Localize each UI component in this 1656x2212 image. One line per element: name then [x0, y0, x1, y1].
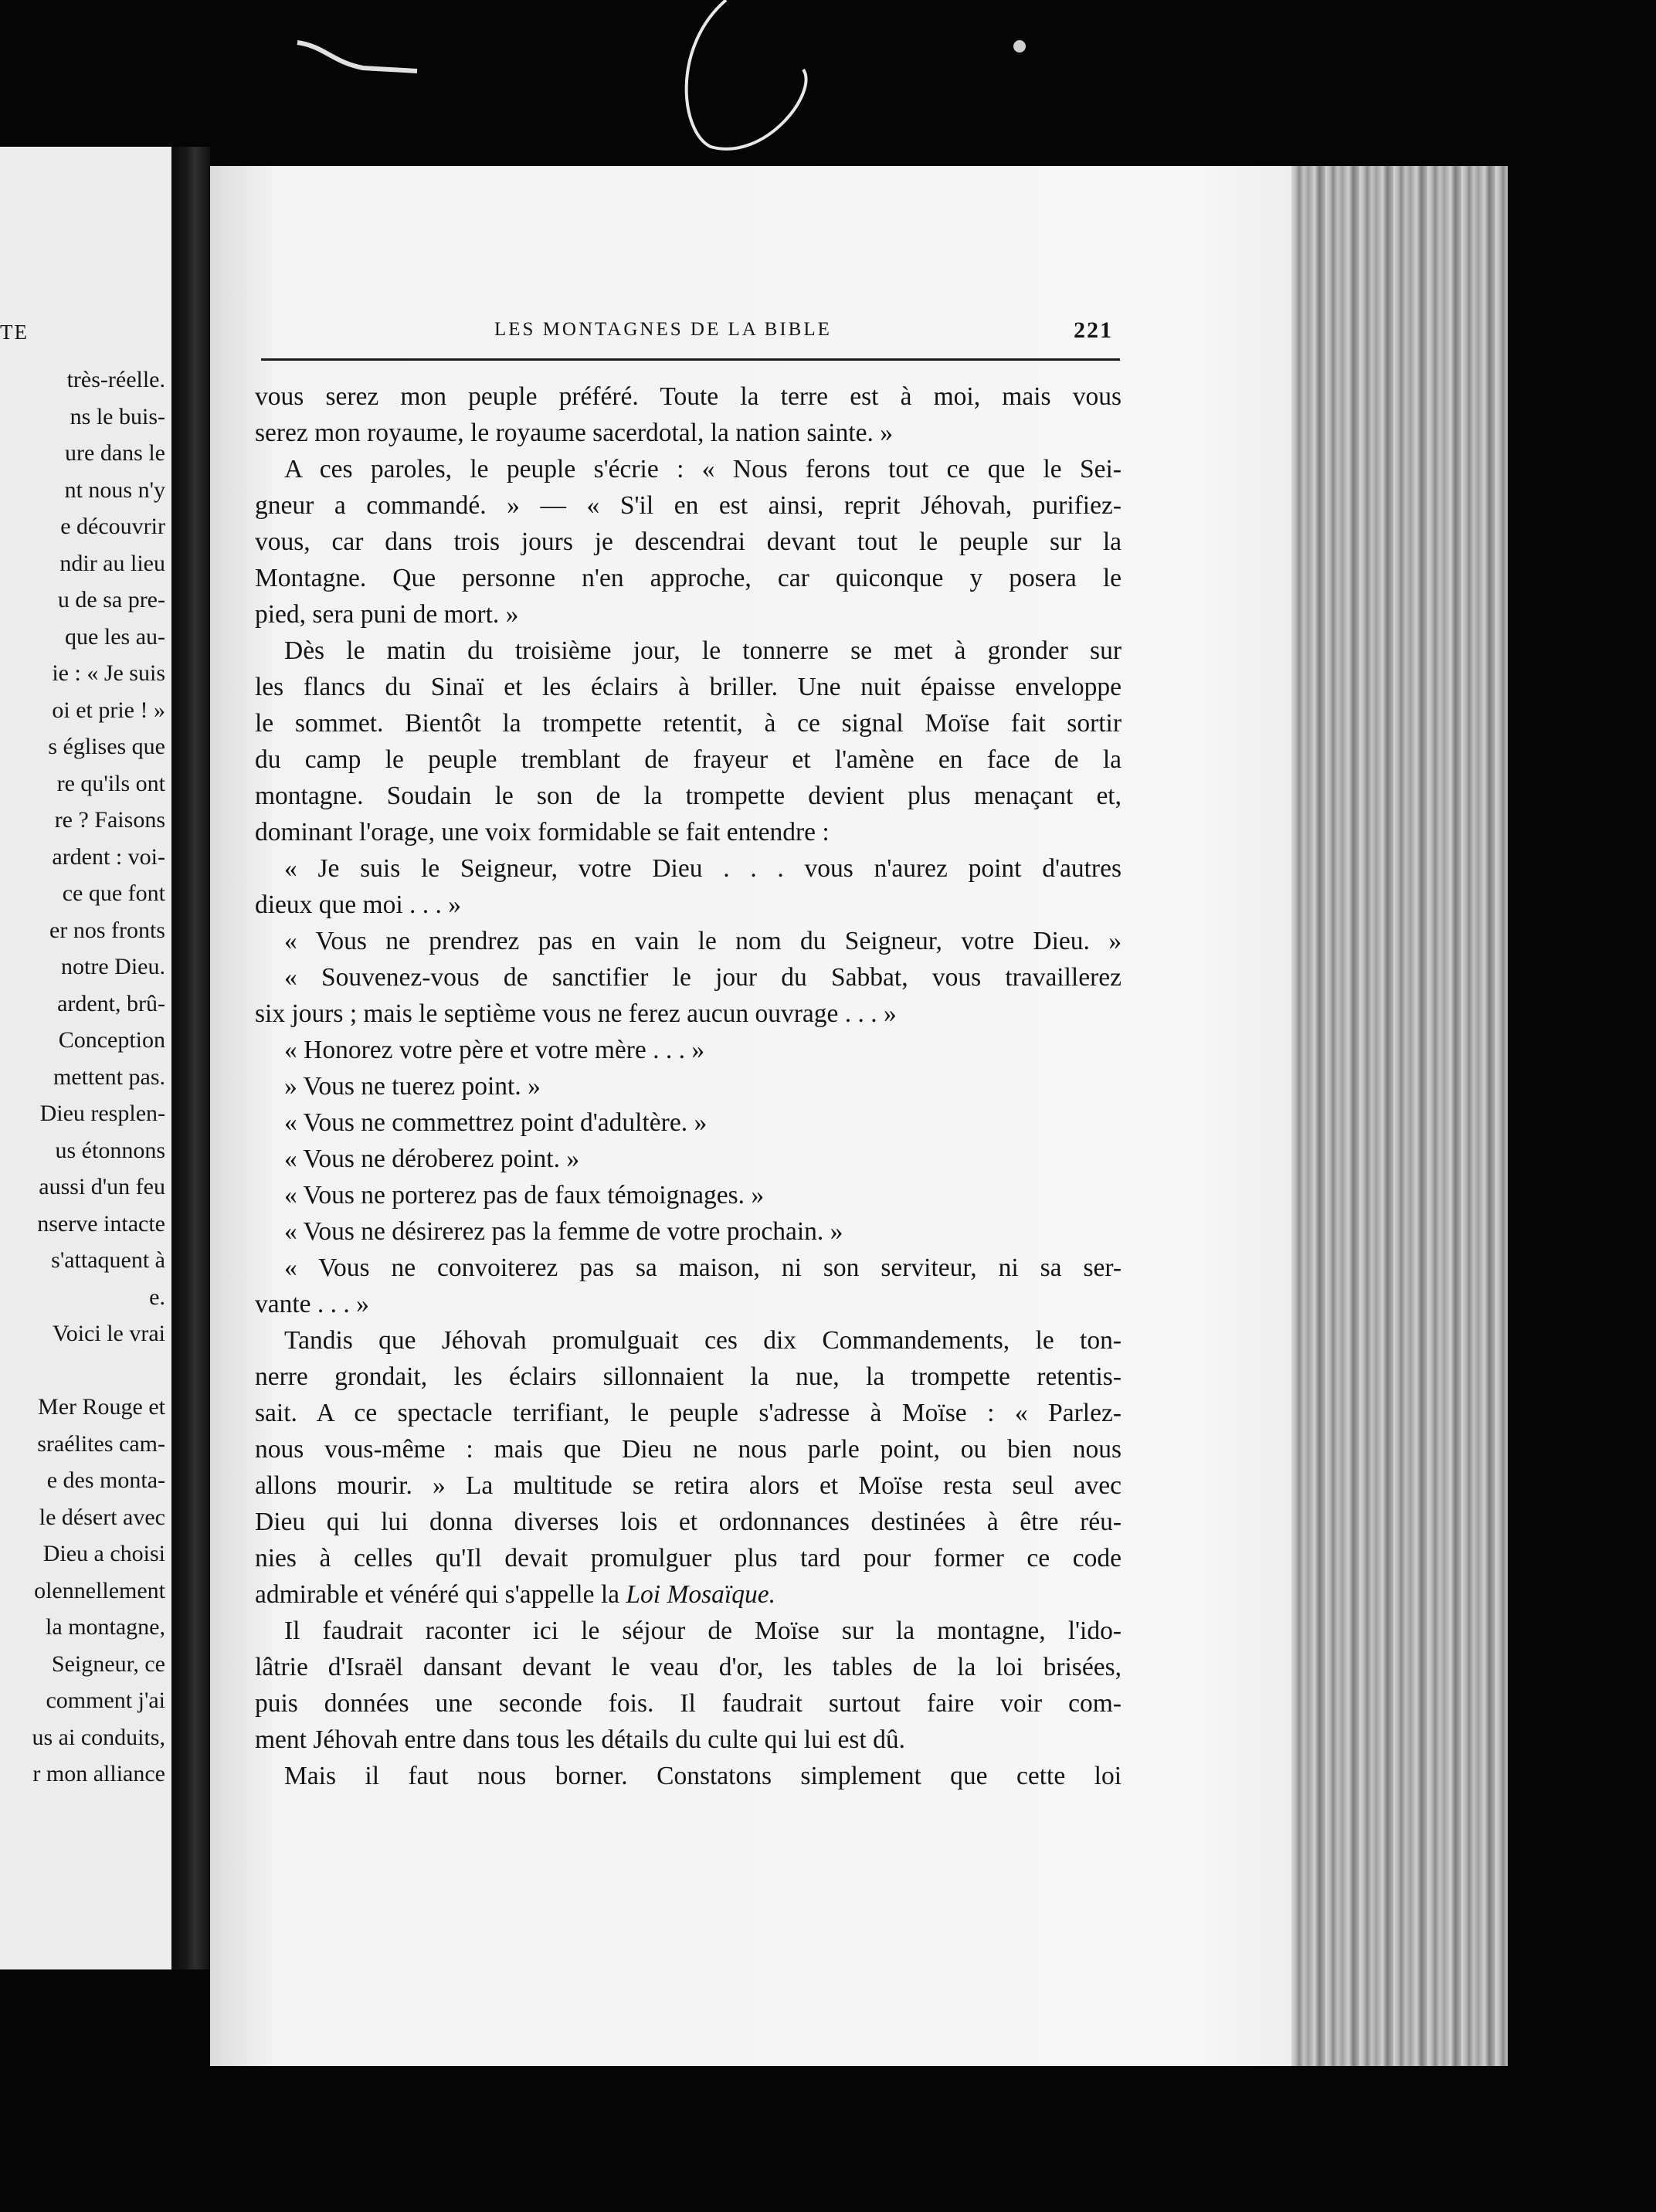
book-fore-edge: [1291, 166, 1508, 2066]
text-line: [255, 705, 1122, 741]
left-page-line: oi et prie ! »: [52, 697, 165, 723]
text-line: [255, 1504, 1122, 1540]
left-page-line: mettent pas.: [53, 1064, 165, 1090]
text-line: [255, 814, 1122, 850]
text-line: [255, 1467, 1122, 1504]
text-line-content: vous, car dans trois jours je descendrai devant tout le peuple sur la: [255, 528, 1122, 556]
text-line: [255, 1613, 1122, 1649]
text-line-content: dieux que moi . . . »: [255, 891, 462, 919]
left-page-line: Dieu a choisi: [42, 1541, 165, 1566]
left-page-line: très-réelle.: [66, 367, 165, 392]
left-page-line: r mon alliance: [32, 1761, 165, 1786]
left-page-line: er nos fronts: [49, 917, 165, 943]
text-line-content: « Vous ne commettrez point d'adultère. »: [284, 1108, 708, 1137]
left-page-line: nt nous n'y: [64, 477, 165, 503]
text-line: [255, 778, 1122, 814]
left-page-line: e des monta-: [46, 1467, 165, 1493]
text-line: [255, 378, 1122, 415]
left-page-line: ce que font: [62, 880, 165, 906]
left-page-line: que les au-: [65, 623, 165, 650]
text-line-content: ment Jéhovah entre dans tous les détails du culte qui lui est dû.: [255, 1725, 905, 1754]
italic-title: Loi Mosaïque.: [626, 1580, 775, 1609]
left-page-line: us ai conduits,: [32, 1724, 165, 1750]
text-line: [255, 1722, 1122, 1758]
left-page-line: Mer Rouge et: [38, 1394, 165, 1420]
left-running-head: TE: [0, 321, 29, 344]
left-page-line: notre Dieu.: [61, 954, 165, 979]
left-page-line: ure dans le: [65, 440, 165, 466]
text-line-content: « Honorez votre père et votre mère . . . »: [284, 1036, 705, 1064]
left-page-line: comment j'ai: [46, 1688, 165, 1713]
text-line: [255, 415, 1122, 451]
text-line: [255, 1250, 1122, 1286]
text-line-content: du camp le peuple tremblant de frayeur et l'amène en face de la: [255, 745, 1122, 774]
text-line-content: Montagne. Que personne n'en approche, car quiconque y posera le: [255, 564, 1122, 592]
text-line: [255, 1032, 1122, 1068]
text-line: [255, 741, 1122, 778]
left-page-line: sraélites cam-: [37, 1430, 165, 1457]
left-page-line: la montagne,: [46, 1614, 165, 1640]
left-page-line: us étonnons: [55, 1137, 165, 1163]
text-line: [255, 996, 1122, 1032]
left-page-line: aussi d'un feu: [39, 1174, 165, 1199]
text-line: [255, 451, 1122, 487]
text-line-content: admirable et vénéré qui s'appelle la: [255, 1580, 620, 1609]
left-page-line: Voici le vrai: [52, 1321, 165, 1346]
text-line: [255, 633, 1122, 669]
left-page-line: Conception: [58, 1027, 165, 1053]
header-rule: [261, 358, 1120, 361]
text-line: [255, 923, 1122, 959]
scan-hair-mark: [0, 0, 1656, 170]
text-line: [255, 1649, 1122, 1685]
text-line-content: Il faudrait raconter ici le séjour de Moïse sur la montagne, l'ido-: [284, 1617, 1122, 1645]
text-line: [255, 1322, 1122, 1359]
text-line-content: vante . . . »: [255, 1290, 369, 1318]
left-page-line: u de sa pre-: [57, 587, 165, 612]
left-page-fragment: [0, 147, 171, 1969]
left-page-line: ie : « Je suis: [52, 660, 165, 686]
text-line: [255, 487, 1122, 524]
left-page-line: Dieu resplen-: [39, 1101, 165, 1126]
text-line: [255, 524, 1122, 560]
text-line-content: le sommet. Bientôt la trompette retentit, à ce signal Moïse fait sortir: [255, 709, 1122, 738]
text-line-content: « Je suis le Seigneur, votre Dieu . . . vous n'aurez point d'autres: [284, 854, 1122, 883]
text-line-content: nous vous-même : mais que Dieu ne nous parle point, ou bien nous: [255, 1435, 1122, 1464]
left-page-line: e découvrir: [60, 514, 165, 539]
text-line-content: les flancs du Sinaï et les éclairs à briller. Une nuit épaisse enveloppe: [255, 673, 1122, 701]
text-line: [255, 560, 1122, 596]
left-page-line: ndir au lieu: [59, 550, 165, 576]
left-page-line: s églises que: [48, 734, 165, 759]
text-line-content: allons mourir. » La multitude se retira alors et Moïse resta seul avec: [255, 1471, 1122, 1500]
text-line-content: serez mon royaume, le royaume sacerdotal, la nation sainte. »: [255, 419, 894, 447]
text-line-content: nerre grondait, les éclairs sillonnaient la nue, la trompette retentis-: [255, 1362, 1122, 1391]
text-line-content: nies à celles qu'Il devait promulguer plus tard pour former ce code: [255, 1544, 1122, 1572]
left-page-line: ns le buis-: [70, 403, 165, 429]
text-line-content: Tandis que Jéhovah promulguait ces dix Commandements, le ton-: [284, 1326, 1122, 1355]
text-line: [255, 1758, 1122, 1794]
left-page-line: le désert avec: [39, 1504, 165, 1530]
text-line: [255, 1431, 1122, 1467]
text-line-content: six jours ; mais le septième vous ne ferez aucun ouvrage . . . »: [255, 999, 897, 1028]
text-line: [255, 1068, 1122, 1104]
text-line-content: » Vous ne tuerez point. »: [284, 1072, 541, 1101]
text-line-content: « Vous ne convoiterez pas sa maison, ni son serviteur, ni sa ser-: [284, 1254, 1122, 1282]
text-line: [255, 959, 1122, 996]
left-page-line: ardent : voi-: [52, 843, 165, 870]
text-line: [255, 1104, 1122, 1141]
left-page-line: Seigneur, ce: [51, 1651, 165, 1677]
text-line: [255, 1213, 1122, 1250]
page-number: 221: [1074, 317, 1113, 343]
page-body-text: [255, 378, 1122, 1794]
text-line: [255, 1576, 1122, 1613]
left-page-line: nserve intacte: [37, 1210, 165, 1237]
text-line-content: pied, sera puni de mort. »: [255, 600, 519, 629]
left-page-line: olennellement: [34, 1577, 165, 1603]
text-line-content: A ces paroles, le peuple s'écrie : « Nous ferons tout ce que le Sei-: [284, 455, 1122, 483]
text-line: [255, 669, 1122, 705]
text-line: [255, 1685, 1122, 1722]
text-line: [255, 1359, 1122, 1395]
text-line-content: « Souvenez-vous de sanctifier le jour du Sabbat, vous travaillerez: [284, 963, 1122, 992]
book-gutter: [171, 147, 210, 1969]
text-line: [255, 1286, 1122, 1322]
text-line-content: puis données une seconde fois. Il faudrait surtout faire voir com-: [255, 1689, 1122, 1718]
text-line: [255, 1395, 1122, 1431]
text-line: [255, 596, 1122, 633]
text-line-content: « Vous ne désirerez pas la femme de votre prochain. »: [284, 1217, 843, 1246]
text-line: [255, 1177, 1122, 1213]
text-line: [255, 887, 1122, 923]
text-line-content: vous serez mon peuple préféré. Toute la terre est à moi, mais vous: [255, 382, 1122, 411]
text-line-content: Mais il faut nous borner. Constatons simplement que cette loi: [284, 1762, 1122, 1790]
text-line-content: Dès le matin du troisième jour, le tonnerre se met à gronder sur: [284, 636, 1122, 665]
text-line-content: montagne. Soudain le son de la trompette devient plus menaçant et,: [255, 782, 1122, 810]
text-line-content: « Vous ne déroberez point. »: [284, 1145, 580, 1173]
text-line-content: dominant l'orage, une voix formidable se fait entendre :: [255, 818, 830, 846]
text-line: [255, 1540, 1122, 1576]
left-page-line: ardent, brû-: [57, 990, 165, 1016]
text-line-content: lâtrie d'Israël dansant devant le veau d'or, les tables de la loi brisées,: [255, 1653, 1122, 1681]
text-line: [255, 1141, 1122, 1177]
running-head-title: LES MONTAGNES DE LA BIBLE: [494, 319, 832, 340]
text-line-content: sait. A ce spectacle terrifiant, le peuple s'adresse à Moïse : « Parlez-: [255, 1399, 1122, 1427]
text-line-content: gneur a commandé. » — « S'il en est ainsi, reprit Jéhovah, purifiez-: [255, 491, 1122, 520]
left-page-line: re ? Faisons: [54, 807, 165, 833]
text-line-content: « Vous ne prendrez pas en vain le nom du Seigneur, votre Dieu. »: [284, 927, 1122, 955]
text-line-content: Dieu qui lui donna diverses lois et ordonnances destinées à être réu-: [255, 1508, 1122, 1536]
left-page-line: re qu'ils ont: [56, 770, 165, 796]
text-line-content: « Vous ne porterez pas de faux témoignages. »: [284, 1181, 765, 1209]
left-page-line: e.: [149, 1284, 165, 1310]
left-page-line: s'attaquent à: [51, 1247, 165, 1273]
text-line: [255, 850, 1122, 887]
